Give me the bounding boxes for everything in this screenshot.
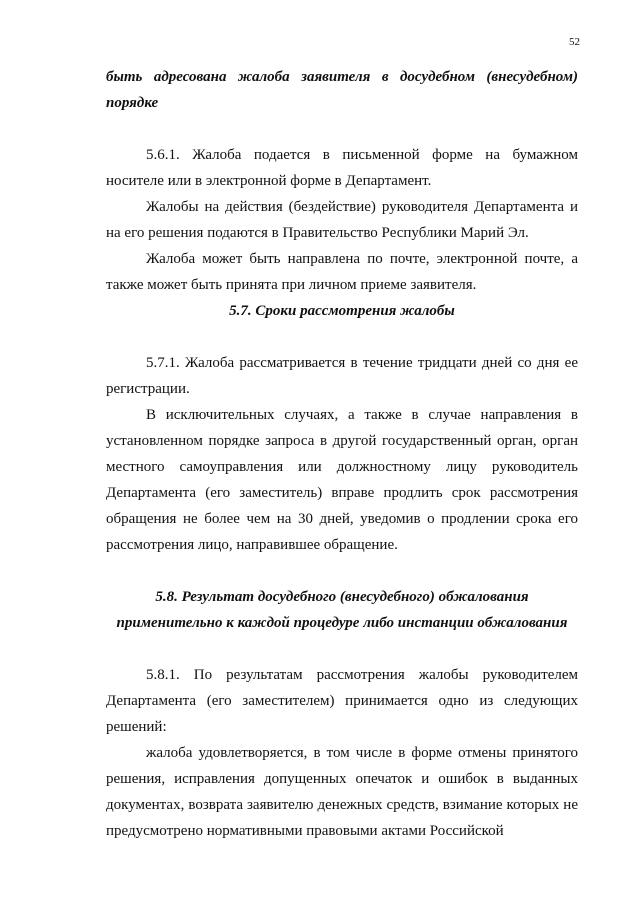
- paragraph-complaint-delivery: Жалоба может быть направлена по почте, электронной почте, а также может быть принята при личном приеме заявителя.: [106, 251, 578, 293]
- paragraph-5-7-1: 5.7.1. Жалоба рассматривается в течение тридцати дней со дня ее регистрации.: [106, 355, 578, 397]
- paragraph-5-6-1: 5.6.1. Жалоба подается в письменной форме на бумажном носителе или в электронной форме в Департамент.: [106, 147, 578, 189]
- page-content: [106, 64, 578, 844]
- section-heading-5-8-line1: 5.8. Результат досудебного (внесудебного) обжалования: [155, 589, 529, 605]
- section-heading-5-8-line2: применительно к каждой процедуре либо инстанции обжалования: [116, 615, 568, 631]
- section-heading-continued-line1: быть адресована жалоба заявителя в досудебном (внесудебном): [106, 69, 578, 85]
- paragraph-complaints-to-government: Жалобы на действия (бездействие) руководителя Департамента и на его решения подаются в Правительство Республики Марий Эл.: [106, 199, 578, 241]
- paragraph-exceptional-cases: В исключительных случаях, а также в случае направления в установленном порядке запроса в другой государственный орган, орган местного самоуправления или должностному лицу руководитель Департамента (его заместитель) вправе продлить срок рассмотрения обращения не более чем на 30 дней, уведомив о продлении срока его рассмотрения лицо, направившее обращение.: [106, 407, 578, 553]
- page-number: 52: [569, 36, 580, 48]
- section-heading-continued-line2: порядке: [106, 95, 159, 111]
- paragraph-5-8-1: 5.8.1. По результатам рассмотрения жалобы руководителем Департамента (его заместителем) принимается одно из следующих решений:: [106, 667, 578, 735]
- paragraph-complaint-satisfied: жалоба удовлетворяется, в том числе в форме отмены принятого решения, исправления допущенных опечаток и ошибок в выданных документах, возврата заявителю денежных средств, взимание которых не предусмотрено нормативными правовыми актами Российской: [106, 745, 578, 839]
- section-heading-5-7: 5.7. Сроки рассмотрения жалобы: [229, 303, 455, 319]
